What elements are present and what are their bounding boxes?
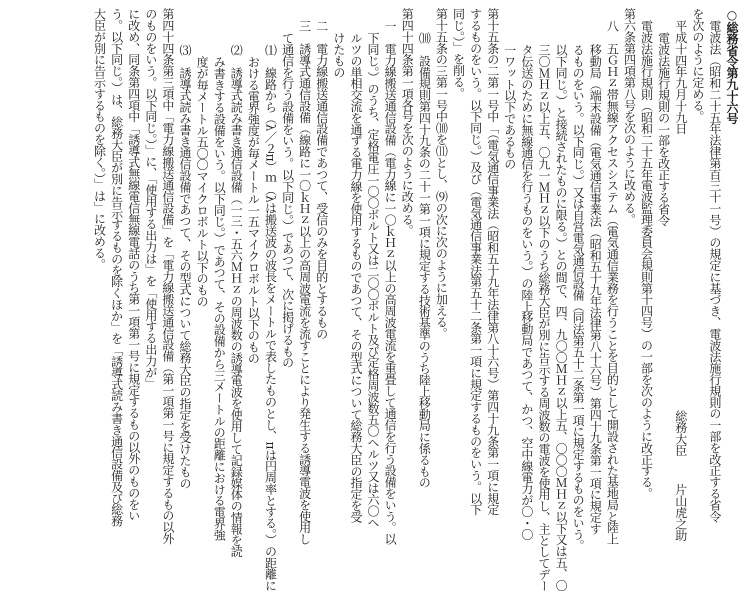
ordinance-title: ○総務省令第九十六号	[725, 8, 739, 125]
promulgation-date	[672, 8, 689, 561]
body-line-35: に改め、同条第四項中「誘導式無線電信無線電話のうち第一項第一号に規定するもの以外のものをい	[126, 8, 141, 522]
body-line-13: 一ワット以下であるもの	[502, 44, 517, 170]
body-line-34: のものをいう。以下同じ。）」に、「使用する出力は」を「使用する出力が」	[143, 8, 158, 390]
body-line-37: 大臣が別に告示するものを除く。）」は」に改める。	[92, 8, 107, 270]
subitem-1-line-2: おける電界強度が毎メートル一五マイクロボルト以下のもの	[246, 56, 261, 364]
body-line-18: ⑽ 設備規則第四十九条の二十一第一項に規定する技術基準のうち陸上移動局に係るもの	[417, 32, 432, 489]
subitem-1-line-1: ⑴ 線路から（λ／２π）ｍ（λは搬送波の波長をメートルで表したものとし、πは円周率とする。）の距離に	[263, 44, 278, 591]
amendment-heading: 電波法施行規則の一部を改正する省令	[656, 32, 671, 226]
body-line-9: るものをいう。以下同じ。）又は自営電気通信設備（同法第五十二条第一項に規定するものをいう。	[571, 44, 586, 552]
subitem-2-line-3: 度が毎メートル五〇〇マイクロボルト以下のもの	[195, 56, 210, 307]
item-3-line-2: て通信を行う設備をいう。以下同じ。）であつて、次に掲げるもの	[280, 32, 295, 369]
body-line-19: 第四十四条第一項各号を次のように改める。	[400, 8, 415, 237]
date-text: 平成十四年九月十九日	[673, 20, 688, 135]
subitem-2-line-1: ⑵ 誘導式読み書き通信設備（一三・五六ＭＨｚの周波数の誘導電波を使用して記録媒体の情報を読	[229, 44, 244, 558]
body-line-6: 第六条第四項第八号を次のように改める。	[622, 8, 637, 225]
body-line-36: う。以下同じ。）は、総務大臣が別に告示するものを除くほか」を「誘導式読み書き通信設備及び総務	[109, 8, 124, 527]
item-3-line-1: 三 誘導式通信設備（線路に一〇ｋＨｚ以上の高周波電流を流すことにより発生する誘導電波を使用し	[297, 20, 312, 545]
signature-office: 総務大臣	[673, 410, 688, 456]
subitem-3-line-1: ⑶ 誘導式読み書き通信設備であつて、その型式について総務大臣の指定を受けたもの	[178, 44, 192, 489]
preamble-line-2: を次のように定める。	[690, 8, 705, 123]
preamble-line-1: 電波法（昭和二十五年法律第百三十一号）の規定に基づき、電波法施行規則の一部を改正する省令	[707, 20, 722, 522]
body-line-11: 三〇ＭＨｚ以上五、〇九一ＭＨｚ以下のうち総務大臣が別に告示する周波数の電波を使用し、主としてデー	[536, 44, 551, 591]
body-line-7: 八 五ＧＨｚ帯無線アクセスシステム（電気通信業務を行うことを目的として開設された基地局と陸上	[605, 20, 620, 545]
item-1-line-2: 下同じ。）のうち、定格電圧一〇〇ボルト又は二〇〇ボルト及び定格周波数五〇ヘルツ又は六〇ヘ	[366, 32, 381, 528]
body-line-17: 第十五条の三第一号中⑽を⑾とし、⑼の次に次のように加える。	[434, 8, 449, 339]
item-1-line-3: ルツの単相交流を通ずる電力線を使用するものであつて、その型式について総務大臣の指定を受	[348, 32, 363, 523]
body-line-8: 移動局（端末設備（電気通信事業法（昭和五十九年法律第八十六号）第四十九条第一項に規定す	[588, 44, 603, 535]
signature-name: 片山虎之助	[673, 483, 688, 541]
body-line-10: 以下同じ。）と接続されたものに限る。）との間で、四、九〇〇ＭＨｚ以上五、〇〇〇ＭＨｚ以下又は五、〇	[554, 44, 569, 591]
body-line-33: 第四十四条第三項中「電力線搬送通信設備」を「電力線搬送通信設備（第一項第一号に規定するもの以外	[160, 8, 175, 544]
ordinance-document	[90, 8, 740, 591]
item-1-line-1: 一 電力線搬送通信設備（電力線に一〇ｋＨｚ以上の高周波電流を重畳して通信を行う設備をいう。以	[383, 20, 398, 545]
body-line-12: タ伝送のために無線通信を行うものをいう。）の陸上移動局であつて、かつ、空中線電力が〇・〇	[519, 44, 534, 540]
body-line-16: 同じ。）」を削る。	[451, 8, 466, 99]
item-1-line-4: けたもの	[331, 32, 346, 78]
body-line-5: 電波法施行規則（昭和二十五年電波監理委員会規則第十四号）の一部を次のように改正する。	[639, 20, 654, 499]
body-line-15: するものをいう。以下同じ。）及び（電気通信事業法第五十二条第一項に規定するものをいう。以下	[468, 8, 483, 516]
subitem-2-line-2: み書きする設備をいう。以下同じ。）であつて、その設備から三メートルの距離における電界強	[212, 56, 227, 541]
item-2-line-1: 二 電力線搬送通信設備であつて、受信のみを目的とするもの	[314, 20, 329, 340]
body-line-14: 第十五条の二第一号中「（電気通信事業法（昭和五十九年法律第八十六号）第四十九条第一項に規定	[485, 8, 500, 516]
